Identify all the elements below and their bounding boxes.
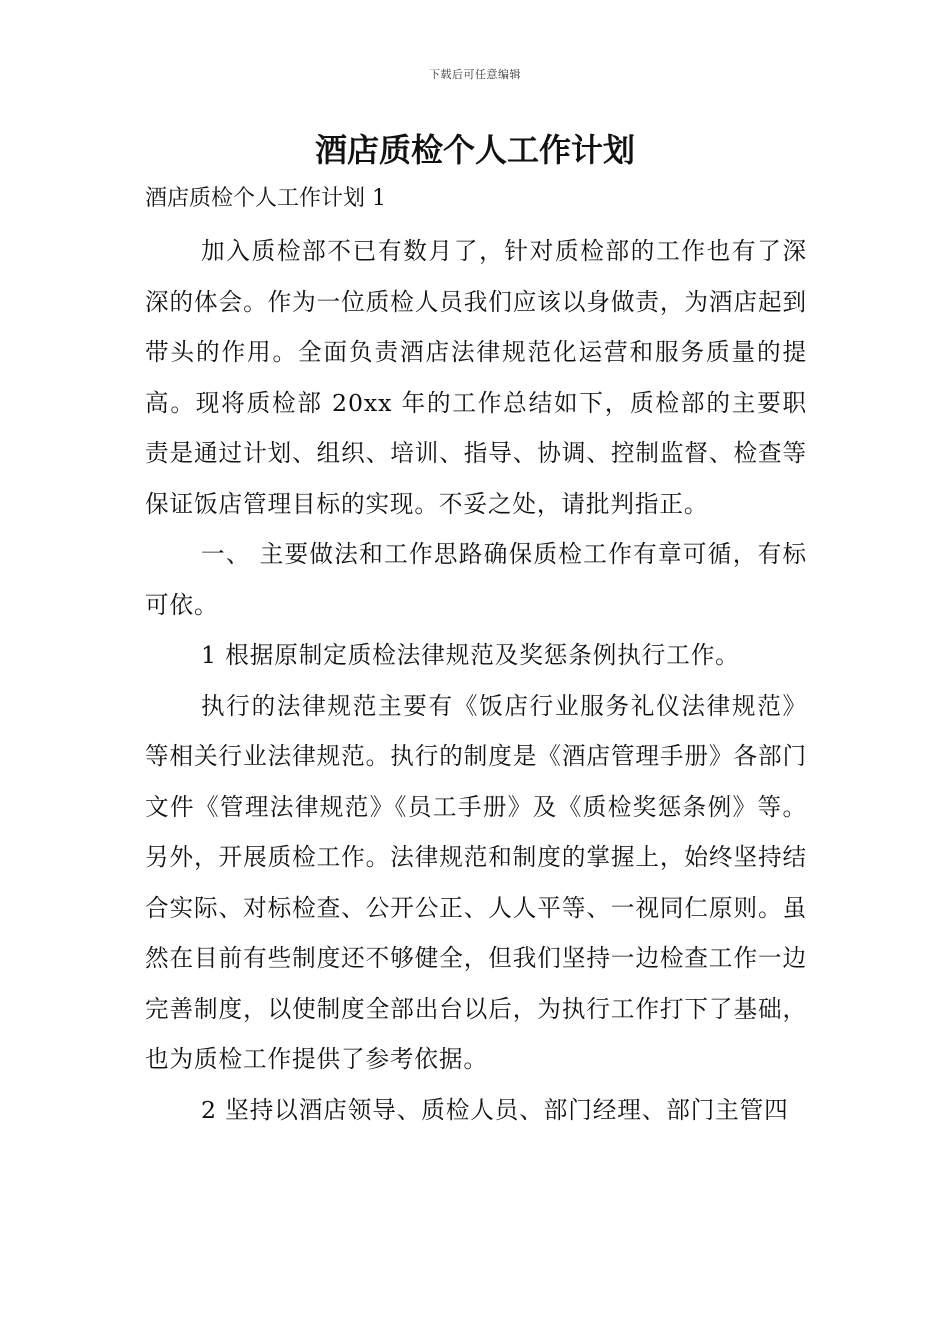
paragraph-item-2: 2 坚持以酒店领导、质检人员、部门经理、部门主管四	[201, 1095, 789, 1124]
paragraph-intro: 加入质检部不已有数月了，针对质检部的工作也有了深深的体会。作为一位质检人员我们应该以身做责，为酒店起到带头的作用。全面负责酒店法律规范化运营和服务质量的提高。现将质检部 20xx 年的工作总结如下，质检部的主要职责是通过计划、组织、培训、指导、协调、控制监督、检查等保证饭店管理目标的实现。不妥之处，请批判指正。	[145, 237, 807, 518]
document-title: 酒店质检个人工作计划	[314, 131, 635, 169]
header-note: 下载后可任意编辑	[429, 68, 521, 81]
paragraph-section-heading: 一、 主要做法和工作思路确保质检工作有章可循，有标可依。	[145, 540, 807, 619]
document-body	[145, 226, 807, 1135]
paragraph-rules: 执行的法律规范主要有《饭店行业服务礼仪法律规范》等相关行业法律规范。执行的制度是《酒店管理手册》各部门文件《管理法律规范》《员工手册》及《质检奖惩条例》等。另外，开展质检工作。法律规范和制度的掌握上，始终坚持结合实际、对标检查、公开公正、人人平等、一视同仁原则。虽然在目前有些制度还不够健全，但我们坚持一边检查工作一边完善制度，以使制度全部出台以后，为执行工作打下了基础，也为质检工作提供了参考依据。	[145, 691, 807, 1073]
document-subtitle: 酒店质检个人工作计划 1	[145, 186, 386, 211]
paragraph-item-1: 1 根据原制定质检法律规范及奖惩条例执行工作。	[201, 641, 740, 669]
